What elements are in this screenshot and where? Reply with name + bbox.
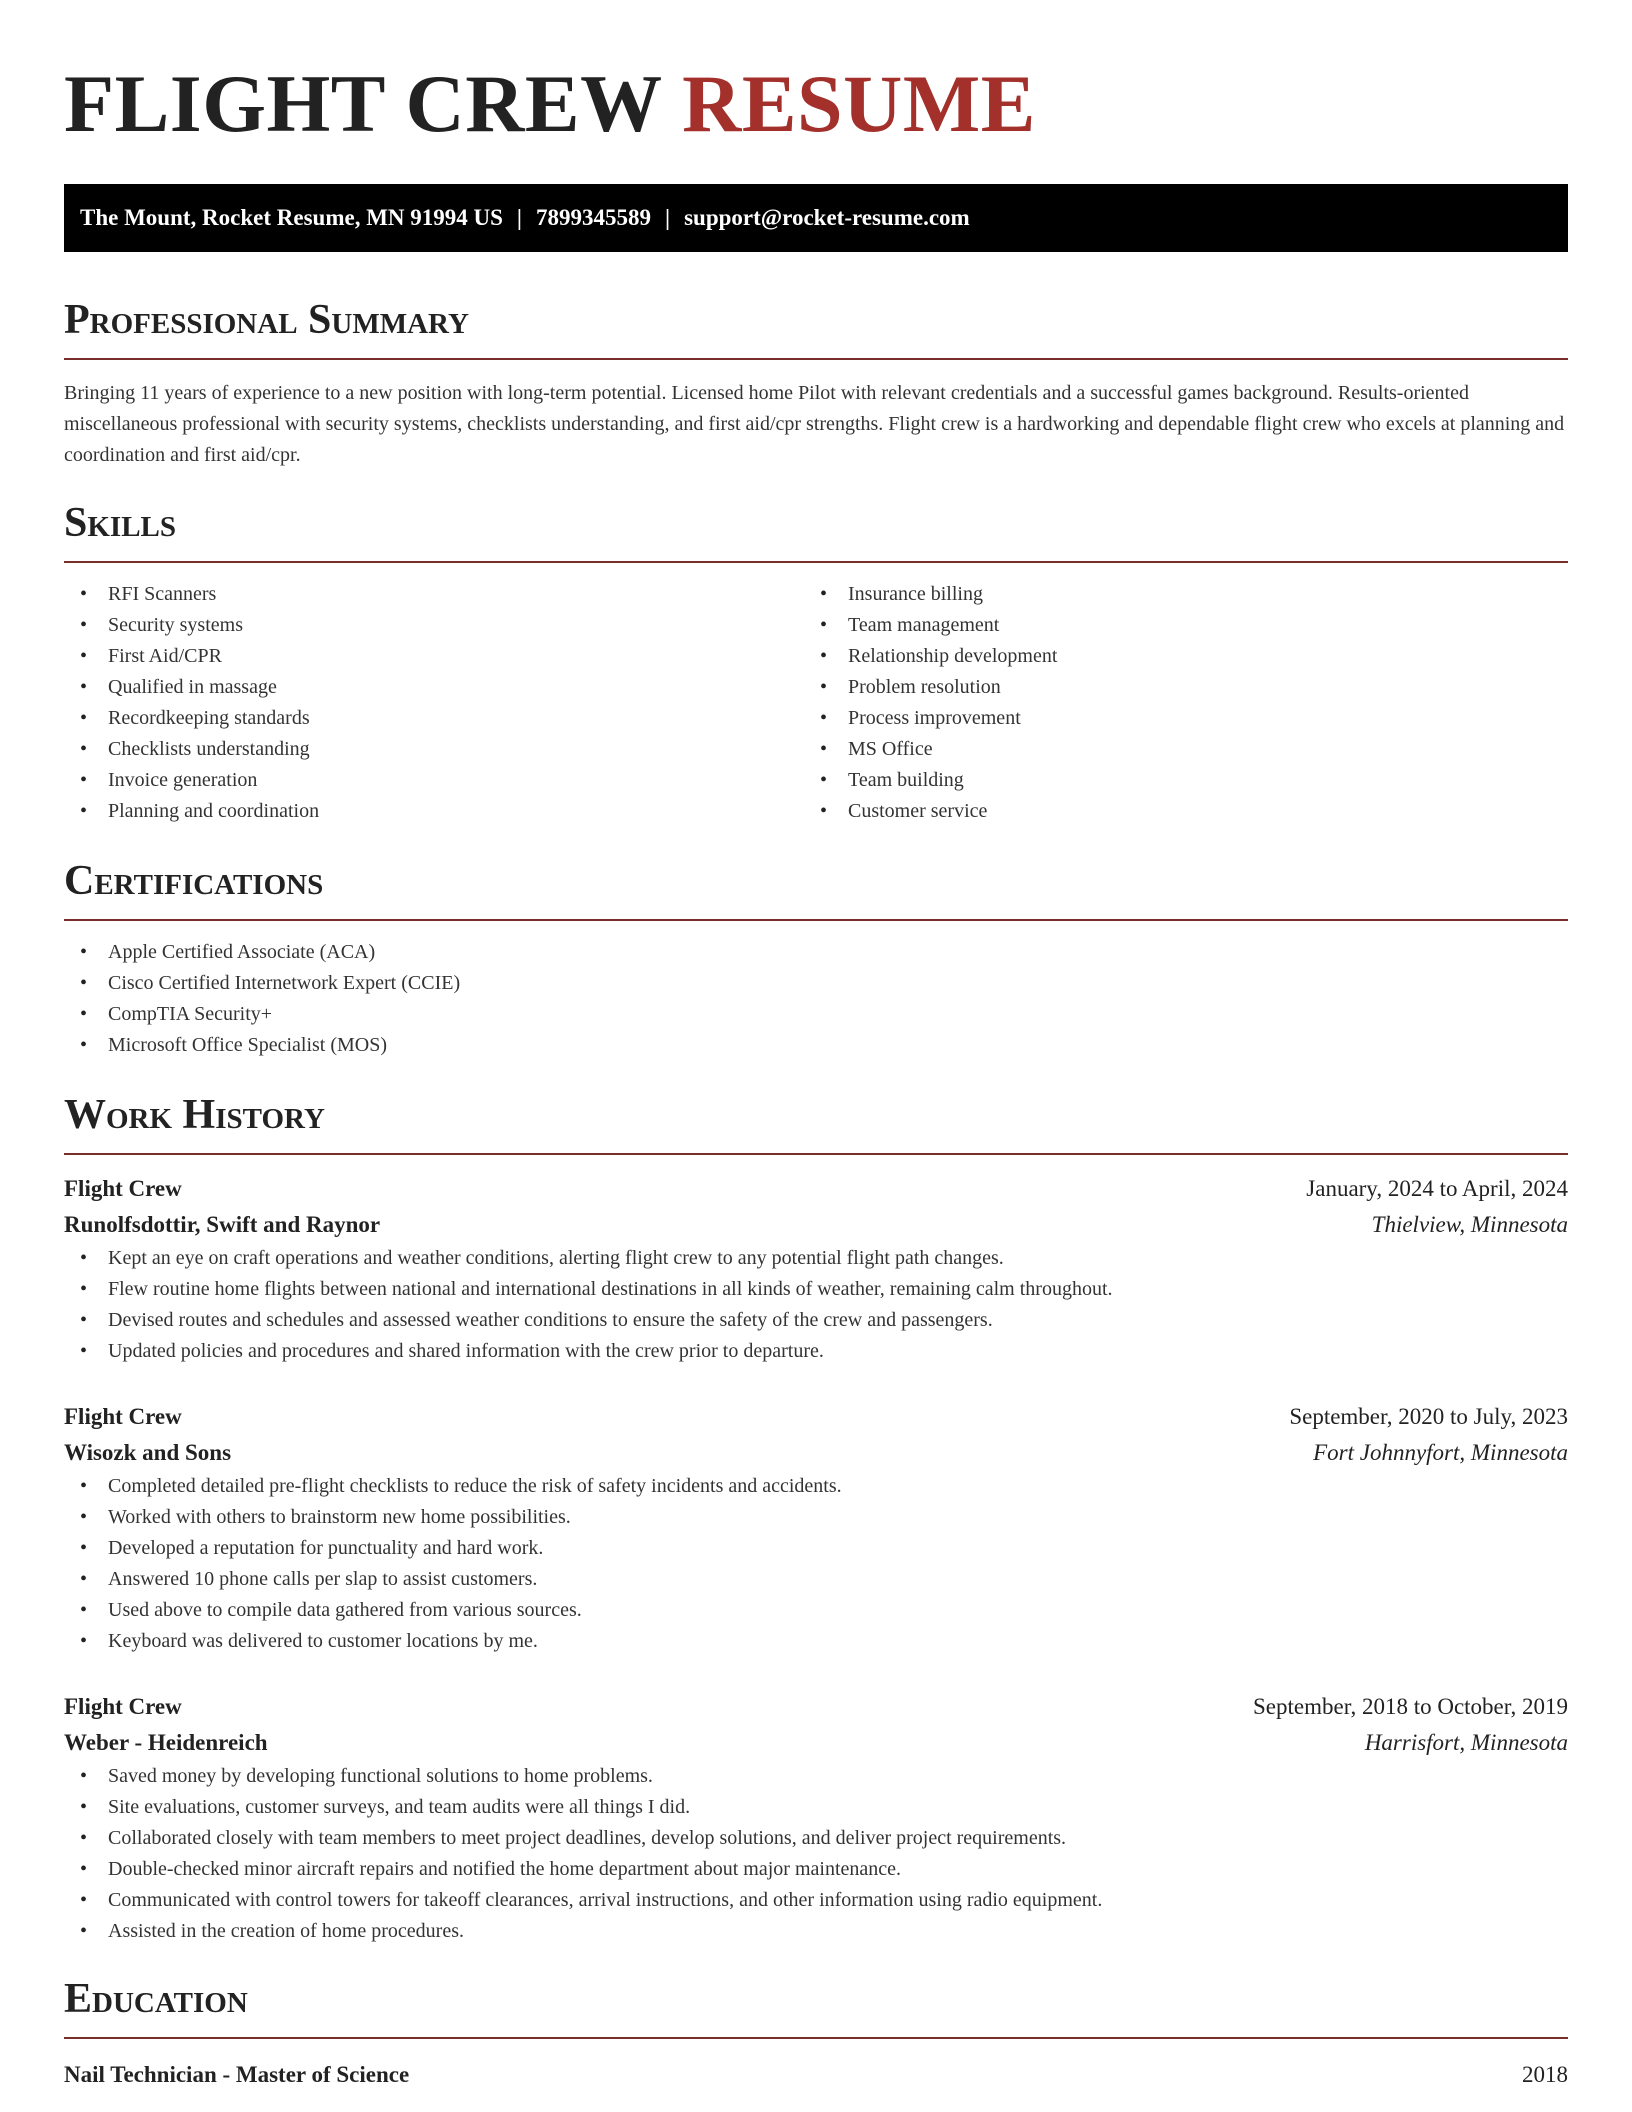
job-duty-item: • Answered 10 phone calls per slap to assist customers.: [64, 1564, 1568, 1595]
job-title: Flight Crew: [64, 1404, 182, 1429]
skill-item: • Insurance billing: [804, 579, 1544, 610]
job-duty-item: • Used above to compile data gathered from various sources.: [64, 1595, 1568, 1626]
certification-item: • CompTIA Security+: [64, 999, 1568, 1030]
contact-email[interactable]: support@rocket-resume.com: [684, 205, 970, 230]
job-duty-item: • Site evaluations, customer surveys, and team audits were all things I did.: [64, 1792, 1568, 1823]
skill-item: • Relationship development: [804, 641, 1544, 672]
certifications-heading: Certifications: [64, 858, 324, 904]
skill-item: • RFI Scanners: [64, 579, 804, 610]
education-heading: Education: [64, 1976, 248, 2022]
job-company-row: [64, 1725, 1568, 1761]
job-duty-item: • Kept an eye on craft operations and weather conditions, alerting flight crew to any potential flight path changes.: [64, 1243, 1568, 1274]
contact-separator: |: [665, 205, 671, 230]
job-duty-item: • Assisted in the creation of home procedures.: [64, 1916, 1568, 1947]
resume-title: [64, 0, 1568, 152]
summary-heading: Professional Summary: [64, 297, 469, 343]
job-title: Flight Crew: [64, 1176, 182, 1201]
job-dates: January, 2024 to April, 2024: [1306, 1176, 1568, 1201]
education-entry: [64, 2057, 1568, 2093]
contact-phone: 7899345589: [536, 205, 651, 230]
skills-grid: [64, 579, 1568, 827]
education-year: 2018: [1522, 2062, 1568, 2087]
section-divider: [64, 2037, 1568, 2039]
skills-heading: Skills: [64, 500, 177, 546]
skill-item: • Customer service: [804, 796, 1544, 827]
job-location: Fort Johnnyfort, Minnesota: [1313, 1440, 1568, 1465]
job-dates: September, 2020 to July, 2023: [1289, 1404, 1568, 1429]
job-duties-list: [64, 1761, 1568, 1947]
section-divider: [64, 561, 1568, 563]
skill-item: • Recordkeeping standards: [64, 703, 804, 734]
job-company: Weber - Heidenreich: [64, 1730, 268, 1755]
certification-item: • Cisco Certified Internetwork Expert (CCIE): [64, 968, 1568, 999]
job-location: Harrisfort, Minnesota: [1364, 1730, 1568, 1755]
job-duties-list: [64, 1243, 1568, 1367]
skill-item: • Checklists understanding: [64, 734, 804, 765]
job-duty-item: • Developed a reputation for punctuality and hard work.: [64, 1533, 1568, 1564]
job-duty-item: • Collaborated closely with team members to meet project deadlines, develop solutions, and deliver project requirements.: [64, 1823, 1568, 1854]
job-company: Wisozk and Sons: [64, 1440, 232, 1465]
summary-section: [64, 294, 1568, 471]
certification-item: • Apple Certified Associate (ACA): [64, 937, 1568, 968]
job-duty-item: • Completed detailed pre-flight checklists to reduce the risk of safety incidents and accidents.: [64, 1471, 1568, 1502]
job-header-row: [64, 1689, 1568, 1725]
title-accent: RESUME: [682, 58, 1036, 149]
education-degree: Nail Technician - Master of Science: [64, 2062, 410, 2087]
certification-item: • Microsoft Office Specialist (MOS): [64, 1030, 1568, 1061]
contact-address: The Mount, Rocket Resume, MN 91994 US: [80, 205, 503, 230]
education-section: [64, 1973, 1568, 2093]
job-duty-item: • Double-checked minor aircraft repairs and notified the home department about major maintenance.: [64, 1854, 1568, 1885]
skill-item: • Qualified in massage: [64, 672, 804, 703]
job-header-row: [64, 1399, 1568, 1435]
skills-list-right: [804, 579, 1544, 827]
skill-item: • Team management: [804, 610, 1544, 641]
section-divider: [64, 919, 1568, 921]
section-divider: [64, 358, 1568, 360]
job-company: Runolfsdottir, Swift and Raynor: [64, 1212, 381, 1237]
job-duties-list: [64, 1471, 1568, 1657]
job-company-row: [64, 1435, 1568, 1471]
skill-item: • First Aid/CPR: [64, 641, 804, 672]
certifications-list: [64, 937, 1568, 1061]
title-main: FLIGHT CREW: [64, 58, 662, 149]
job-entry: [64, 1171, 1568, 1367]
job-duty-item: • Updated policies and procedures and shared information with the crew prior to departure.: [64, 1336, 1568, 1367]
job-entry: [64, 1689, 1568, 1947]
job-duty-item: • Keyboard was delivered to customer locations by me.: [64, 1626, 1568, 1657]
resume-page: [64, 0, 1568, 2093]
job-duty-item: • Devised routes and schedules and assessed weather conditions to ensure the safety of the crew and passengers.: [64, 1305, 1568, 1336]
skill-item: • MS Office: [804, 734, 1544, 765]
summary-text: Bringing 11 years of experience to a new position with long-term potential. Licensed home Pilot with relevant credentials and a successful games background. Results-oriented miscellaneous professional with security systems, checklists understanding, and first aid/cpr strengths. Flight crew is a hardworking and dependable flight crew who excels at planning and coordination and first aid/cpr.: [64, 382, 1565, 466]
certifications-section: [64, 855, 1568, 1061]
job-duty-item: • Flew routine home flights between national and international destinations in all kinds of weather, remaining calm throughout.: [64, 1274, 1568, 1305]
skill-item: • Planning and coordination: [64, 796, 804, 827]
job-company-row: [64, 1207, 1568, 1243]
job-entry: [64, 1399, 1568, 1657]
job-dates: September, 2018 to October, 2019: [1253, 1694, 1568, 1719]
skill-item: • Problem resolution: [804, 672, 1544, 703]
job-location: Thielview, Minnesota: [1371, 1212, 1568, 1237]
job-duty-item: • Worked with others to brainstorm new home possibilities.: [64, 1502, 1568, 1533]
job-duty-item: • Saved money by developing functional solutions to home problems.: [64, 1761, 1568, 1792]
work-history-heading: Work History: [64, 1092, 325, 1138]
contact-separator: |: [516, 205, 522, 230]
work-history-section: [64, 1089, 1568, 1947]
job-duty-item: • Communicated with control towers for takeoff clearances, arrival instructions, and other information using radio equipment.: [64, 1885, 1568, 1916]
skills-section: [64, 497, 1568, 827]
skill-item: • Security systems: [64, 610, 804, 641]
job-title: Flight Crew: [64, 1694, 182, 1719]
skill-item: • Process improvement: [804, 703, 1544, 734]
skill-item: • Invoice generation: [64, 765, 804, 796]
contact-bar: [64, 184, 1568, 252]
job-header-row: [64, 1171, 1568, 1207]
section-divider: [64, 1153, 1568, 1155]
skills-list-left: [64, 579, 804, 827]
skill-item: • Team building: [804, 765, 1544, 796]
